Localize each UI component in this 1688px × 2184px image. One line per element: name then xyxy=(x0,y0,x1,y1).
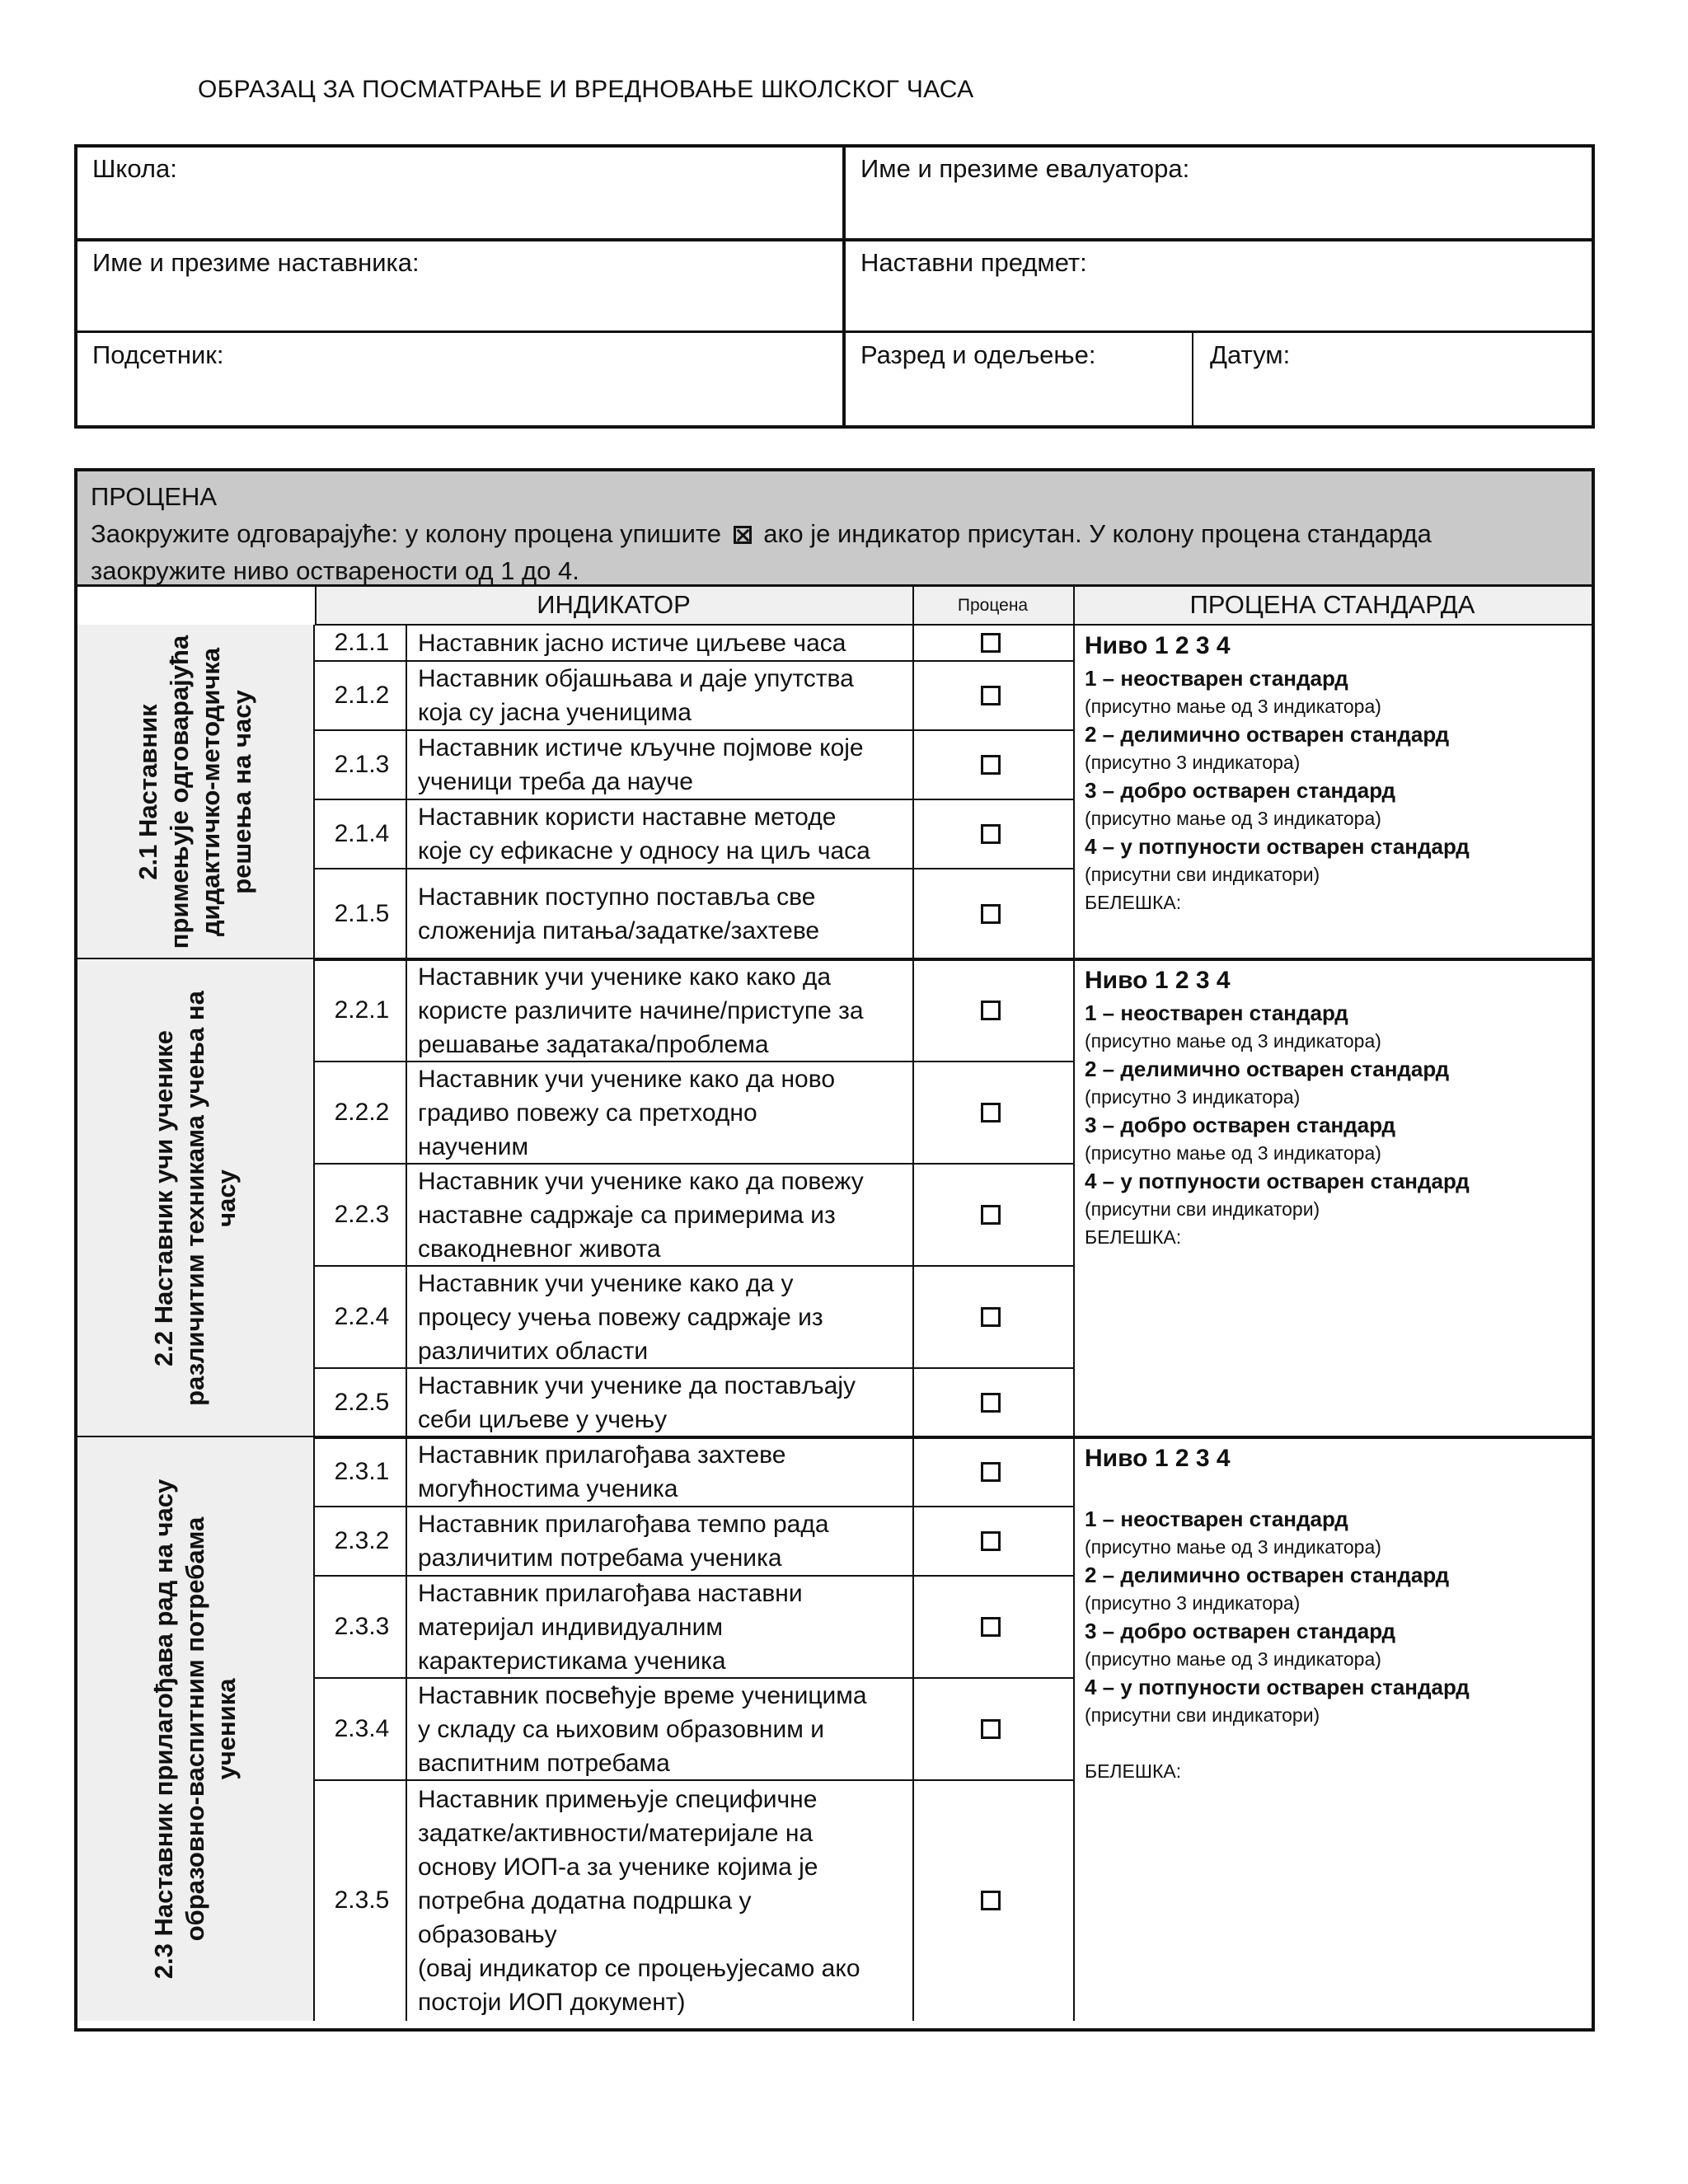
divider xyxy=(406,959,407,1437)
standard-level-note: (присутно 3 индикатора) xyxy=(1085,1086,1301,1108)
divider xyxy=(1073,625,1075,959)
indicator-line: Наставник објашњава и даје упутства xyxy=(418,665,854,692)
standard-level-4: 4 – у потпуности остварен стандард xyxy=(1085,1675,1470,1699)
divider xyxy=(1073,587,1075,625)
indicator-checkbox[interactable] xyxy=(981,633,1001,653)
subject-field[interactable]: Наставни предмет: xyxy=(860,248,1087,277)
indicator-line: основу ИОП-а за ученике којима је xyxy=(418,1853,818,1881)
header-info-table xyxy=(74,144,1595,429)
indicator-line: Наставник користи наставне методе xyxy=(418,804,837,831)
indicator-number: 2.3.4 xyxy=(334,1715,390,1742)
indicator-checkbox[interactable] xyxy=(981,1617,1001,1637)
indicator-checkbox[interactable] xyxy=(981,755,1001,775)
spacer xyxy=(1085,1477,1579,1505)
standard-level-4: 4 – у потпуности остварен стандард xyxy=(1085,834,1470,859)
indicator-checkbox[interactable] xyxy=(981,1205,1001,1225)
standard-level-note: (присутно мање од 3 индикатора) xyxy=(1085,1142,1381,1164)
standard-level-3: 3 – добро остварен стандард xyxy=(1085,1619,1395,1643)
section-title-line: 2.1 Наставник xyxy=(134,704,162,880)
standard-level-1: 1 – неостварен стандард xyxy=(1085,1001,1348,1025)
indicator-text xyxy=(418,662,912,729)
indicator-checkbox[interactable] xyxy=(981,904,1001,924)
standard-level-note: (присутно мање од 3 индикатора) xyxy=(1085,1030,1381,1052)
standard-level-note: (присутно 3 индикатора) xyxy=(1085,1592,1301,1614)
standard-level-2: 2 – делимично остварен стандард xyxy=(1085,722,1450,747)
indicator-checkbox[interactable] xyxy=(981,1462,1001,1482)
standard-level-1: 1 – неостварен стандард xyxy=(1085,666,1348,691)
indicator-text xyxy=(418,800,912,868)
divider xyxy=(842,148,846,425)
indicator-line: решавање задатака/проблема xyxy=(418,1030,769,1058)
divider xyxy=(406,625,407,959)
indicator-line: различитих области xyxy=(418,1337,649,1365)
divider xyxy=(315,1779,1073,1781)
assessment-heading: ПРОЦЕНА xyxy=(91,482,218,511)
indicator-line: могућностима ученика xyxy=(418,1475,678,1502)
indicator-text xyxy=(418,1438,912,1506)
indicator-number: 2.1.5 xyxy=(334,900,390,927)
indicator-number: 2.1.3 xyxy=(334,751,390,778)
indicator-line: наученим xyxy=(418,1132,529,1160)
indicator-line: себи циљеве у учењу xyxy=(418,1406,668,1433)
indicator-number: 2.1.2 xyxy=(334,682,390,709)
page-title: ОБРАЗАЦ ЗА ПОСМАТРАЊЕ И ВРЕДНОВАЊЕ ШКОЛСКОГ ЧАСА xyxy=(198,76,974,103)
section-title xyxy=(133,635,258,949)
indicator-checkbox[interactable] xyxy=(981,1393,1001,1413)
section-title xyxy=(148,1479,242,1980)
standard-level-note: (присутни сви индикатори) xyxy=(1085,1198,1320,1220)
standard-level-note: (присутно мање од 3 индикатора) xyxy=(1085,696,1381,717)
indicator-checkbox[interactable] xyxy=(981,1891,1001,1910)
divider xyxy=(912,625,914,959)
divider xyxy=(912,587,914,625)
indicator-text xyxy=(418,626,912,660)
indicator-line: наставне садржаје са примерима из xyxy=(418,1201,836,1229)
section-title-line: ученика xyxy=(212,1678,241,1780)
indicator-checkbox[interactable] xyxy=(981,824,1001,844)
indicator-line: задатке/активности/материјале на xyxy=(418,1819,814,1847)
indicator-number: 2.3.1 xyxy=(334,1458,390,1485)
indicator-line: Наставник прилагођава наставни xyxy=(418,1579,803,1607)
standard-column-header: ПРОЦЕНА СТАНДАРДА xyxy=(1073,587,1592,625)
assessment-instruction xyxy=(91,515,1578,552)
indicator-line: користе различите начине/приступе за xyxy=(418,996,864,1024)
indicator-text xyxy=(418,1507,912,1575)
indicator-line: образовању xyxy=(418,1920,557,1948)
indicator-checkbox[interactable] xyxy=(981,1001,1001,1020)
indicator-number: 2.3.2 xyxy=(334,1527,390,1554)
section-title-line: дидактичко-методичка xyxy=(196,647,225,937)
section-title-cell xyxy=(77,1437,315,2021)
section-title-cell xyxy=(77,959,315,1437)
indicator-checkbox[interactable] xyxy=(981,1719,1001,1739)
indicator-line: ученици треба да науче xyxy=(418,768,693,795)
assessment-table xyxy=(74,468,1595,2032)
standard-level-note: (присутно мање од 3 индикатора) xyxy=(1085,808,1381,829)
note-label: БЕЛЕШКА: xyxy=(1085,1226,1182,1248)
indicator-text xyxy=(418,1783,912,2019)
indicator-text xyxy=(418,1165,912,1266)
indicator-number: 2.2.2 xyxy=(334,1099,390,1126)
reminder-field[interactable]: Подсетник: xyxy=(92,340,224,369)
grade-field[interactable]: Разред и одељење: xyxy=(860,340,1096,369)
indicator-line: Наставник учи ученике како да ново xyxy=(418,1065,836,1093)
standard-level-note: (присутно мање од 3 индикатора) xyxy=(1085,1536,1381,1558)
standard-level-3: 3 – добро остварен стандард xyxy=(1085,1113,1395,1137)
standard-level-1: 1 – неостварен стандард xyxy=(1085,1507,1348,1531)
indicator-text xyxy=(418,1679,912,1780)
indicator-text xyxy=(418,880,912,948)
indicator-line: (овај индикатор се процењујесамо ако xyxy=(418,1954,860,1982)
standard-level-2: 2 – делимично остварен стандард xyxy=(1085,1563,1450,1587)
divider xyxy=(315,587,316,625)
indicator-number: 2.1.4 xyxy=(334,820,390,847)
note-label: БЕЛЕШКА: xyxy=(1085,1760,1182,1782)
section-title-line: различитим техникама учења на xyxy=(181,991,209,1406)
indicator-line: Наставник истиче кључне појмове које xyxy=(418,734,864,762)
divider xyxy=(1073,959,1075,1437)
standard-level-2: 2 – делимично остварен стандард xyxy=(1085,1057,1450,1081)
standard-level-3: 3 – добро остварен стандард xyxy=(1085,778,1395,803)
standard-level-note: (присутно мање од 3 индикатора) xyxy=(1085,1648,1381,1670)
standard-level-note: (присутни сви индикатори) xyxy=(1085,1704,1320,1726)
indicator-text xyxy=(418,1369,912,1436)
indicator-text xyxy=(418,1062,912,1164)
level-selector[interactable]: Ниво 1 2 3 4 xyxy=(1085,967,1231,994)
indicator-line: потребна додатна подршка у xyxy=(418,1886,752,1915)
divider xyxy=(912,959,914,1437)
section-title-line: 2.2 Наставник учи ученике xyxy=(149,1030,178,1366)
divider xyxy=(406,1437,407,2021)
indicator-line: које су ефикасне у односу на циљ часа xyxy=(418,837,870,865)
indicator-line: процесу учења повежу садржаје из xyxy=(418,1303,823,1331)
indicator-line: у складу са њиховим образовним и xyxy=(418,1715,824,1743)
instruction-text: заокружите ниво остварености од 1 до 4. xyxy=(91,556,579,585)
indicator-line: Наставник учи ученике како да повежу xyxy=(418,1167,864,1195)
indicator-line: Наставник учи ученике како како да xyxy=(418,963,832,991)
checked-box-icon xyxy=(734,526,752,544)
section-title-line: образовно-васпитним потребама xyxy=(181,1516,209,1942)
divider xyxy=(77,330,1592,333)
indicator-number: 2.3.5 xyxy=(334,1886,390,1914)
indicator-line: градиво повежу са претходно xyxy=(418,1099,757,1127)
indicator-line: материјал индивидуалним xyxy=(418,1613,723,1641)
divider xyxy=(1073,1437,1075,2021)
indicator-line: Наставник прилагођава захтеве xyxy=(418,1441,786,1469)
section-title-line: 2.3 Наставник прилагођава рад на часу xyxy=(149,1479,178,1980)
indicator-checkbox[interactable] xyxy=(981,686,1001,705)
indicator-line: карактеристикама ученика xyxy=(418,1647,726,1675)
divider xyxy=(1192,332,1193,425)
indicator-number: 2.2.3 xyxy=(334,1201,390,1228)
assessment-header xyxy=(77,471,1592,587)
indicator-line: васпитним потребама xyxy=(418,1749,670,1777)
indicator-line: која су јасна ученицима xyxy=(418,699,692,726)
section-title-line: решења на часу xyxy=(227,690,256,894)
indicator-line: Наставник поступно поставља све xyxy=(418,883,816,911)
indicator-number: 2.2.1 xyxy=(334,996,390,1024)
standard-assessment[interactable] xyxy=(1085,628,1579,916)
indicator-line: постоји ИОП документ) xyxy=(418,1988,686,2016)
indicator-number: 2.2.4 xyxy=(334,1303,390,1330)
level-selector[interactable]: Ниво 1 2 3 4 xyxy=(1085,632,1231,659)
divider xyxy=(315,868,1073,869)
level-selector[interactable]: Ниво 1 2 3 4 xyxy=(1085,1445,1231,1472)
instruction-text: ако је индикатор присутан. У колону процена стандарда xyxy=(763,519,1432,548)
date-field[interactable]: Датум: xyxy=(1210,340,1291,369)
indicator-line: Наставник учи ученике како да у xyxy=(418,1269,794,1297)
indicator-checkbox[interactable] xyxy=(981,1307,1001,1327)
section-title-line: часу xyxy=(212,1169,241,1227)
divider xyxy=(77,238,1592,241)
note-label: БЕЛЕШКА: xyxy=(1085,892,1182,913)
indicator-line: Наставник примењује специфичне xyxy=(418,1785,818,1813)
indicator-number: 2.2.5 xyxy=(334,1389,390,1416)
standard-level-4: 4 – у потпуности остварен стандард xyxy=(1085,1169,1470,1193)
indicator-checkbox[interactable] xyxy=(981,1103,1001,1122)
indicator-text xyxy=(418,960,912,1062)
procena-column-header: Процена xyxy=(912,587,1073,625)
standard-assessment[interactable] xyxy=(1085,963,1579,1251)
indicator-text xyxy=(418,1267,912,1368)
divider xyxy=(912,1437,914,2021)
indicator-line: Наставник посвећује време ученицима xyxy=(418,1681,867,1709)
indicator-line: различитим потребама ученика xyxy=(418,1544,782,1572)
indicator-text xyxy=(418,1577,912,1678)
section-title xyxy=(148,991,242,1406)
section-title-cell xyxy=(77,625,315,959)
instruction-text: Заокружите одговарајуће: у колону процена упишите xyxy=(91,519,721,548)
indicator-line: Наставник јасно истиче циљеве часа xyxy=(418,629,846,657)
indicator-number: 2.1.1 xyxy=(334,629,390,656)
standard-assessment[interactable] xyxy=(1085,1441,1579,1785)
indicator-checkbox[interactable] xyxy=(981,1531,1001,1551)
indicator-line: Наставник учи ученике да постављају xyxy=(418,1372,856,1399)
indicator-text xyxy=(418,731,912,799)
evaluator-field[interactable]: Име и презиме евалуатора: xyxy=(860,154,1190,183)
section-title-line: примењује одговарајућа xyxy=(165,635,194,949)
indicator-line: свакодневног живота xyxy=(418,1235,661,1263)
indicator-line: Наставник прилагођава темпо рада xyxy=(418,1511,829,1538)
indicator-column-header: ИНДИКАТОР xyxy=(315,587,912,625)
indicator-line: сложенија питања/задатке/захтеве xyxy=(418,917,820,944)
standard-level-note: (присутни сви индикатори) xyxy=(1085,864,1320,885)
standard-level-note: (присутно 3 индикатора) xyxy=(1085,752,1301,773)
teacher-field[interactable]: Име и презиме наставника: xyxy=(92,248,420,277)
indicator-number: 2.3.3 xyxy=(334,1613,390,1640)
spacer xyxy=(1085,1729,1579,1757)
school-field[interactable]: Школа: xyxy=(92,154,177,183)
